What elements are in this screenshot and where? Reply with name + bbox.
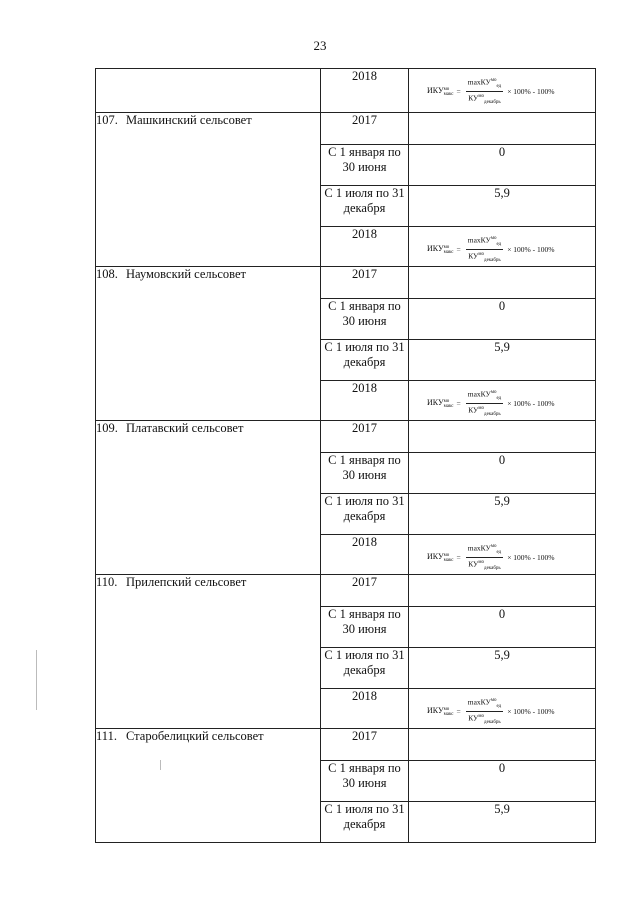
value-cell: 5,9 — [409, 186, 596, 227]
formula-num-sub: ед — [496, 84, 502, 89]
value-cell: 0 — [409, 453, 596, 494]
formula-den-sup: мо — [478, 714, 485, 719]
formula-tail: × 100% - 100% — [507, 245, 555, 254]
value-cell — [409, 689, 596, 729]
place-cell — [96, 421, 321, 575]
period-cell: С 1 июля по 31 декабря — [321, 340, 409, 381]
period-cell: 2018 — [321, 689, 409, 729]
formula-tail: × 100% - 100% — [507, 399, 555, 408]
formula-den-sub: декабрь — [484, 566, 501, 571]
formula-lhs-indices — [444, 245, 454, 255]
period-cell: 2017 — [321, 729, 409, 761]
value-cell: 5,9 — [409, 340, 596, 381]
period-cell: 2018 — [321, 381, 409, 421]
formula-lhs-sub: макс — [443, 403, 454, 409]
formula-lhs-indices — [444, 553, 454, 563]
period-cell: 2018 — [321, 69, 409, 113]
formula — [409, 69, 595, 107]
period-cell: 2017 — [321, 267, 409, 299]
formula-num-text: maxКУ — [467, 235, 491, 245]
place-name: Старобелицкий сельсовет — [126, 729, 264, 743]
formula — [409, 227, 595, 265]
period-cell: С 1 января по 30 июня — [321, 145, 409, 186]
value-cell: 5,9 — [409, 802, 596, 843]
formula-fraction — [466, 76, 503, 107]
value-cell: 0 — [409, 607, 596, 648]
formula — [409, 535, 595, 573]
value-cell: 5,9 — [409, 494, 596, 535]
place-name: Наумовский сельсовет — [126, 267, 246, 281]
formula-equals: = — [456, 87, 461, 96]
period-cell: С 1 июля по 31 декабря — [321, 648, 409, 689]
formula-lhs-text: ИКУ — [427, 86, 444, 96]
period-cell: С 1 января по 30 июня — [321, 453, 409, 494]
place-number: 109. — [96, 421, 118, 435]
period-cell: С 1 января по 30 июня — [321, 607, 409, 648]
formula-numerator — [466, 388, 503, 404]
place-number: 111. — [96, 729, 117, 743]
formula-lhs-sup: мо — [443, 552, 450, 558]
formula — [409, 381, 595, 419]
formula-equals: = — [456, 245, 461, 254]
formula-lhs-sup: мо — [443, 398, 450, 404]
formula-denominator — [466, 558, 503, 573]
value-cell — [409, 267, 596, 299]
value-cell: 0 — [409, 761, 596, 802]
page-number: 23 — [313, 38, 327, 53]
table-row — [96, 729, 596, 761]
value-cell — [409, 227, 596, 267]
formula-lhs-indices — [444, 87, 454, 97]
formula-fraction — [466, 388, 503, 419]
period-cell: С 1 июля по 31 декабря — [321, 186, 409, 227]
formula-num-sup: мо — [490, 698, 497, 703]
value-cell: 0 — [409, 299, 596, 340]
formula-num-sub: ед — [496, 550, 502, 555]
formula-lhs-text: ИКУ — [427, 244, 444, 254]
formula-fraction — [466, 542, 503, 573]
formula-lhs-text: ИКУ — [427, 706, 444, 716]
formula-den-sub: декабрь — [484, 258, 501, 263]
formula-lhs-text: ИКУ — [427, 552, 444, 562]
formula-num-sup: мо — [490, 236, 497, 241]
value-cell — [409, 729, 596, 761]
period-cell: С 1 января по 30 июня — [321, 299, 409, 340]
formula-den-sub: декабрь — [484, 100, 501, 105]
formula-lhs-sub: макс — [443, 249, 454, 255]
formula-fraction — [466, 696, 503, 727]
place-number: 107. — [96, 113, 118, 127]
formula-numerator — [466, 76, 503, 92]
table-row — [96, 267, 596, 299]
period-cell: С 1 января по 30 июня — [321, 761, 409, 802]
formula-den-text: КУ — [468, 93, 479, 103]
value-cell — [409, 575, 596, 607]
formula-lhs-sub: макс — [443, 557, 454, 563]
value-cell: 5,9 — [409, 648, 596, 689]
period-cell: 2017 — [321, 575, 409, 607]
table-row — [96, 421, 596, 453]
formula-lhs — [427, 86, 454, 96]
formula-lhs-sup: мо — [443, 706, 450, 712]
formula-den-text: КУ — [468, 405, 479, 415]
formula-num-text: maxКУ — [467, 697, 491, 707]
place-cell — [96, 113, 321, 267]
formula-lhs — [427, 244, 454, 254]
formula-num-sup: мо — [490, 544, 497, 549]
formula-numerator — [466, 696, 503, 712]
value-cell — [409, 69, 596, 113]
formula-lhs — [427, 398, 454, 408]
formula-denominator — [466, 250, 503, 265]
place-cell — [96, 267, 321, 421]
period-cell: 2018 — [321, 535, 409, 575]
formula-num-sub: ед — [496, 704, 502, 709]
value-cell — [409, 113, 596, 145]
formula-den-text: КУ — [468, 251, 479, 261]
formula-equals: = — [456, 553, 461, 562]
formula-lhs — [427, 706, 454, 716]
formula-lhs-sup: мо — [443, 86, 450, 92]
period-cell: 2017 — [321, 113, 409, 145]
period-cell: 2017 — [321, 421, 409, 453]
formula — [409, 689, 595, 727]
formula-num-sup: мо — [490, 390, 497, 395]
formula-tail: × 100% - 100% — [507, 707, 555, 716]
table-row — [96, 575, 596, 607]
period-cell: 2018 — [321, 227, 409, 267]
formula-den-sup: мо — [478, 94, 485, 99]
formula-lhs-sup: мо — [443, 244, 450, 250]
formula-num-text: maxКУ — [467, 389, 491, 399]
formula-den-text: КУ — [468, 713, 479, 723]
formula-denominator — [466, 712, 503, 727]
formula-denominator — [466, 92, 503, 107]
scan-mark — [36, 650, 37, 710]
formula-den-sup: мо — [478, 406, 485, 411]
formula-denominator — [466, 404, 503, 419]
formula-tail: × 100% - 100% — [507, 87, 555, 96]
formula-tail: × 100% - 100% — [507, 553, 555, 562]
formula-num-text: maxКУ — [467, 543, 491, 553]
place-name: Прилепский сельсовет — [126, 575, 247, 589]
formula-den-sup: мо — [478, 560, 485, 565]
value-cell — [409, 421, 596, 453]
formula-lhs — [427, 552, 454, 562]
value-cell: 0 — [409, 145, 596, 186]
formula-numerator — [466, 542, 503, 558]
place-number: 110. — [96, 575, 118, 589]
table-row — [96, 69, 596, 113]
formula-num-sup: мо — [490, 78, 497, 83]
formula-den-sub: декабрь — [484, 412, 501, 417]
formula-lhs-text: ИКУ — [427, 398, 444, 408]
formula-num-sub: ед — [496, 242, 502, 247]
formula-lhs-sub: макс — [443, 711, 454, 717]
value-cell — [409, 535, 596, 575]
table-row — [96, 113, 596, 145]
formula-den-sub: декабрь — [484, 720, 501, 725]
formula-equals: = — [456, 399, 461, 408]
formula-numerator — [466, 234, 503, 250]
place-number: 108. — [96, 267, 118, 281]
formula-den-sup: мо — [478, 252, 485, 257]
formula-equals: = — [456, 707, 461, 716]
formula-den-text: КУ — [468, 559, 479, 569]
formula-num-sub: ед — [496, 396, 502, 401]
value-cell — [409, 381, 596, 421]
formula-lhs-indices — [444, 707, 454, 717]
place-cell — [96, 729, 321, 843]
formula-lhs-indices — [444, 399, 454, 409]
place-cell — [96, 575, 321, 729]
tariff-table — [95, 68, 596, 843]
formula-num-text: maxКУ — [467, 77, 491, 87]
place-cell — [96, 69, 321, 113]
formula-lhs-sub: макс — [443, 91, 454, 97]
period-cell: С 1 июля по 31 декабря — [321, 494, 409, 535]
place-name: Платавский сельсовет — [126, 421, 244, 435]
place-name: Машкинский сельсовет — [126, 113, 252, 127]
period-cell: С 1 июля по 31 декабря — [321, 802, 409, 843]
formula-fraction — [466, 234, 503, 265]
